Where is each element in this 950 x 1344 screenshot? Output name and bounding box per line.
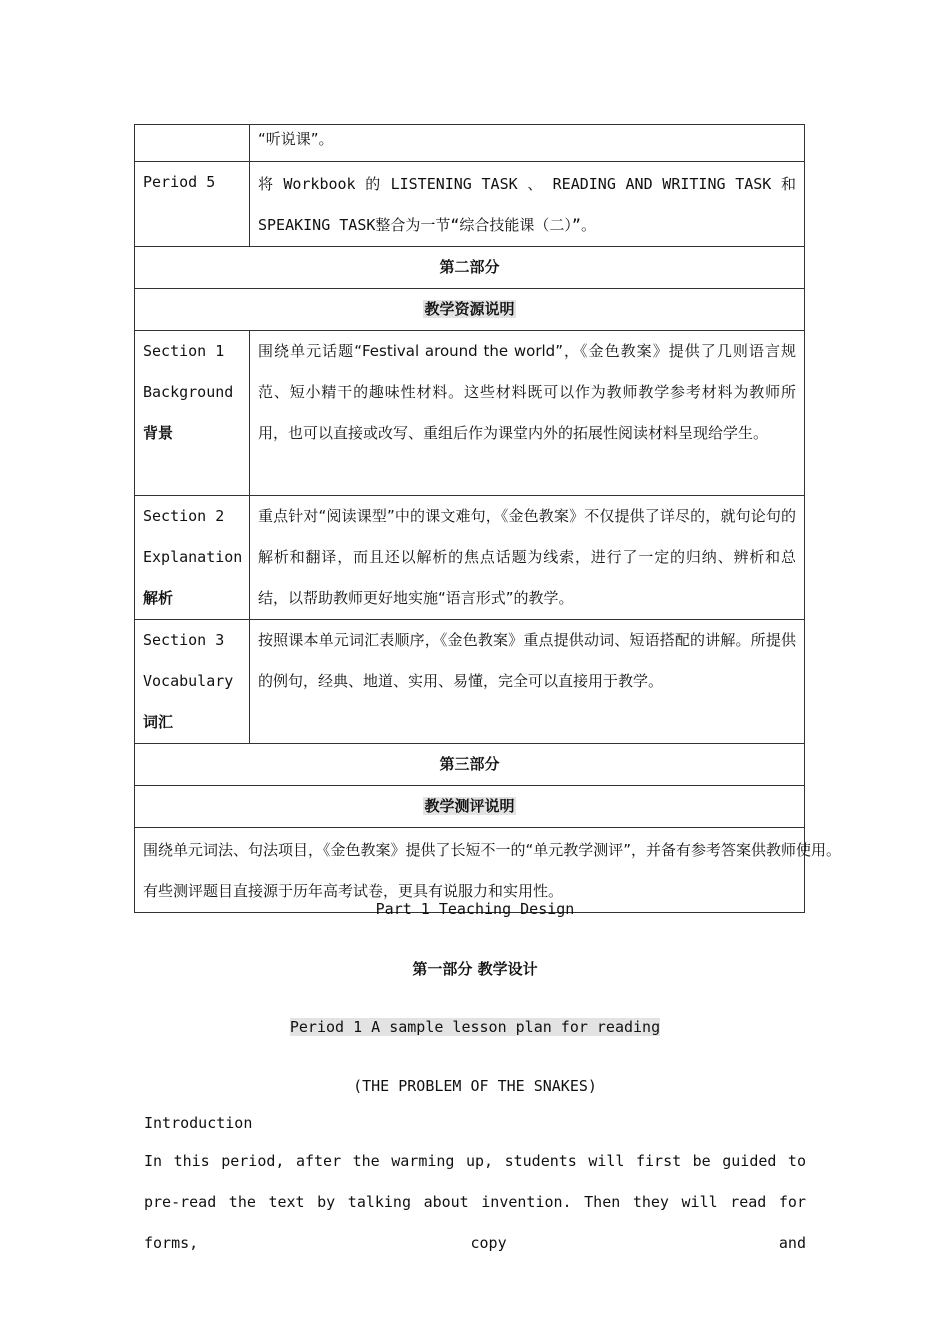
period5-line2: SPEAKING TASK整合为一节“综合技能课（二）”。 — [258, 216, 596, 234]
section3-label-en: Section 3 — [143, 631, 225, 649]
period1-heading-text: Period 1 A sample lesson plan for reading — [289, 1018, 661, 1036]
section3-label — [135, 620, 250, 744]
part2-subtitle-cell — [135, 289, 805, 331]
section3-label-en2: Vocabulary — [143, 672, 234, 690]
section1-label-cn: 背景 — [143, 424, 174, 442]
period5-line1: 将 Workbook 的 LISTENING TASK 、 READING AND WRITING TASK 和 — [258, 175, 796, 193]
listening-text: “听说课”。 — [250, 125, 805, 162]
part1-heading-en: Part 1 Teaching Design — [375, 900, 575, 918]
intro-paragraph: In this period, after the warming up, students will first be guided to pre-read the text by talking about invention. Then they will read for forms, copy and — [144, 1152, 806, 1252]
section2-text: 重点针对“阅读课型”中的课文难句，《金色教案》不仅提供了详尽的，就句论句的解析和翻译，而且还以解析的焦点话题为线索，进行了一定的归纳、辨析和总结，以帮助教师更好地实施“语言形式”的教学。 — [250, 496, 805, 620]
section1-label — [135, 331, 250, 496]
part2-subtitle: 教学资源说明 — [424, 300, 515, 318]
table-row-section2 — [135, 496, 805, 620]
part3-line1: 围绕单元词法、句法项目，《金色教案》提供了长短不一的“单元教学测评”，并备有参考答案供教师使用。 — [143, 841, 842, 859]
section2-label — [135, 496, 250, 620]
period5-label: Period 5 — [135, 162, 250, 247]
table-row — [135, 786, 805, 828]
section2-label-cn: 解析 — [143, 589, 174, 607]
section1-label-en2: Background — [143, 383, 234, 401]
table-row — [135, 125, 805, 162]
part3-subtitle: 教学测评说明 — [424, 797, 515, 815]
table-row-section3 — [135, 620, 805, 744]
part2-title: 第二部分 — [135, 247, 805, 289]
section1-label-en: Section 1 — [143, 342, 225, 360]
table-row — [135, 289, 805, 331]
part3-subtitle-cell — [135, 786, 805, 828]
lesson-subtitle: (THE PROBLEM OF THE SNAKES) — [353, 1077, 597, 1095]
table-row — [135, 744, 805, 786]
period1-heading — [0, 1018, 950, 1036]
part3-title: 第三部分 — [135, 744, 805, 786]
table-row-section1 — [135, 331, 805, 496]
table-row-period5 — [135, 162, 805, 247]
empty-cell — [135, 125, 250, 162]
section2-label-en: Section 2 — [143, 507, 225, 525]
section2-label-en2: Explanation — [143, 548, 243, 566]
period5-text — [250, 162, 805, 247]
resource-table — [134, 124, 842, 913]
section3-text: 按照课本单元词汇表顺序，《金色教案》重点提供动词、短语搭配的讲解。所提供的例句，经典、地道、实用、易懂，完全可以直接用于教学。 — [250, 620, 805, 744]
intro-title: Introduction — [144, 1114, 253, 1132]
section3-label-cn: 词汇 — [143, 713, 174, 731]
section1-text: 围绕单元话题“Festival around the world”，《金色教案》提供了几则语言规范、短小精干的趣味性材料。这些材料既可以作为教师教学参考材料为教师所用，也可以直接或改写、重组后作为课堂内外的拓展性阅读材料呈现给学生。 — [250, 331, 805, 496]
table-row — [135, 247, 805, 289]
part1-heading-cn: 第一部分 教学设计 — [412, 960, 538, 978]
part3-line2: 有些测评题目直接源于历年高考试卷，更具有说服力和实用性。 — [143, 882, 564, 900]
